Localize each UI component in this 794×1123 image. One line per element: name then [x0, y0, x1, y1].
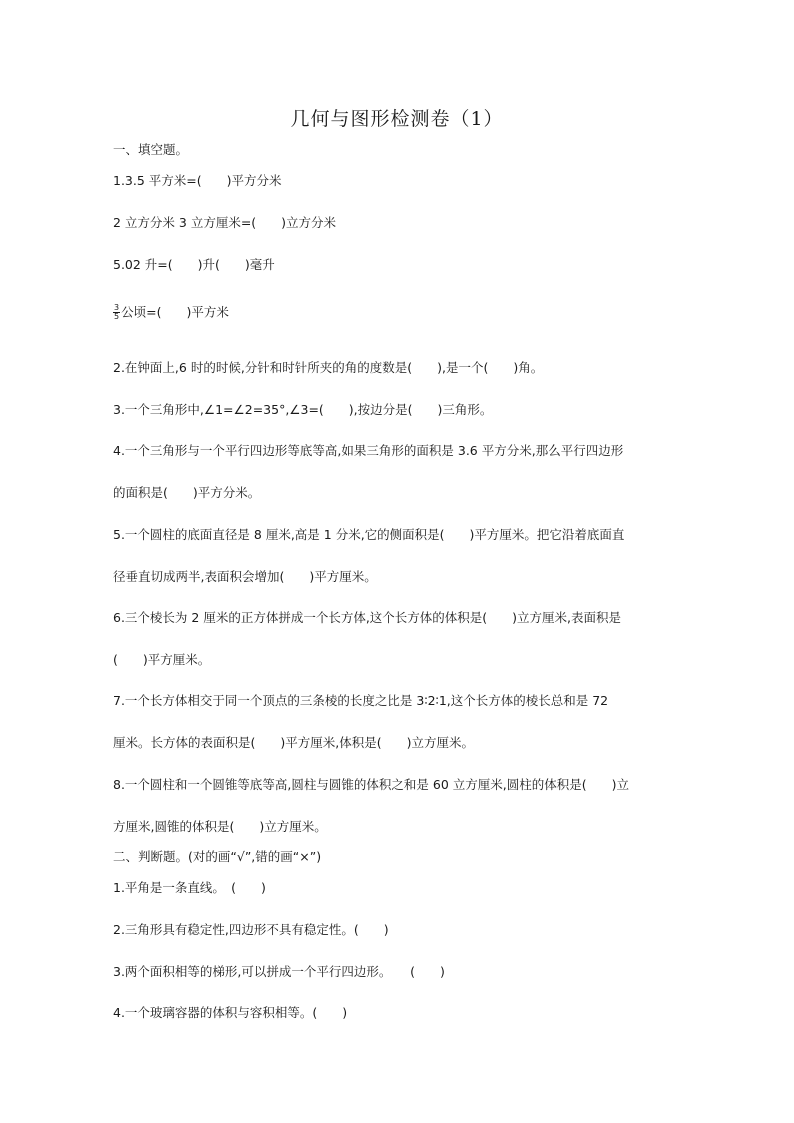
fraction-denominator: 5 — [114, 312, 120, 321]
judgement-question-2: 2.三角形具有稳定性,四边形不具有稳定性。( ) — [113, 922, 389, 937]
fraction-numerator: 3 — [114, 303, 120, 312]
question-7-line2: 厘米。长方体的表面积是( )平方厘米,体积是( )立方厘米。 — [113, 735, 474, 750]
question-1d-text: 公顷=( )平方米 — [121, 304, 229, 320]
question-8-line1: 8.一个圆柱和一个圆锥等底等高,圆柱与圆锥的体积之和是 60 立方厘米,圆柱的体积是( )立 — [113, 777, 629, 792]
page-title: 几何与图形检测卷（1） — [290, 108, 504, 130]
section-heading-fill-in: 一、填空题。 — [113, 142, 189, 157]
question-5-line1: 5.一个圆柱的底面直径是 8 厘米,高是 1 分米,它的侧面积是( )平方厘米。把它沿着底面直 — [113, 527, 625, 542]
judgement-question-1: 1.平角是一条直线。 ( ) — [113, 880, 266, 895]
question-7-line1: 7.一个长方体相交于同一个顶点的三条棱的长度之比是 3∶2∶1,这个长方体的棱长总和是 72 — [113, 693, 609, 708]
section-heading-true-false: 二、判断题。(对的画“√”,错的画“×”) — [113, 849, 322, 864]
question-1a: 1.3.5 平方米=( )平方分米 — [113, 173, 282, 188]
question-3: 3.一个三角形中,∠1=∠2=35°,∠3=( ),按边分是( )三角形。 — [113, 402, 493, 417]
question-1c: 5.02 升=( )升( )毫升 — [113, 257, 275, 272]
question-8-line2: 方厘米,圆锥的体积是( )立方厘米。 — [113, 819, 327, 834]
question-4-line2: 的面积是( )平方分米。 — [113, 485, 261, 500]
fraction-three-fifths — [113, 304, 120, 321]
question-5-line2: 径垂直切成两半,表面积会增加( )平方厘米。 — [113, 569, 377, 584]
question-1b: 2 立方分米 3 立方厘米=( )立方分米 — [113, 215, 337, 230]
question-2: 2.在钟面上,6 时的时候,分针和时针所夹的角的度数是( ),是一个( )角。 — [113, 360, 544, 375]
judgement-question-4: 4.一个玻璃容器的体积与容积相等。( ) — [113, 1005, 348, 1020]
question-4-line1: 4.一个三角形与一个平行四边形等底等高,如果三角形的面积是 3.6 平方分米,那么平行四边形 — [113, 443, 624, 458]
question-6-line1: 6.三个棱长为 2 厘米的正方体拼成一个长方体,这个长方体的体积是( )立方厘米,表面积是 — [113, 610, 622, 625]
question-6-line2: ( )平方厘米。 — [113, 652, 211, 667]
judgement-question-3: 3.两个面积相等的梯形,可以拼成一个平行四边形。 ( ) — [113, 964, 445, 979]
question-1d — [113, 303, 693, 322]
